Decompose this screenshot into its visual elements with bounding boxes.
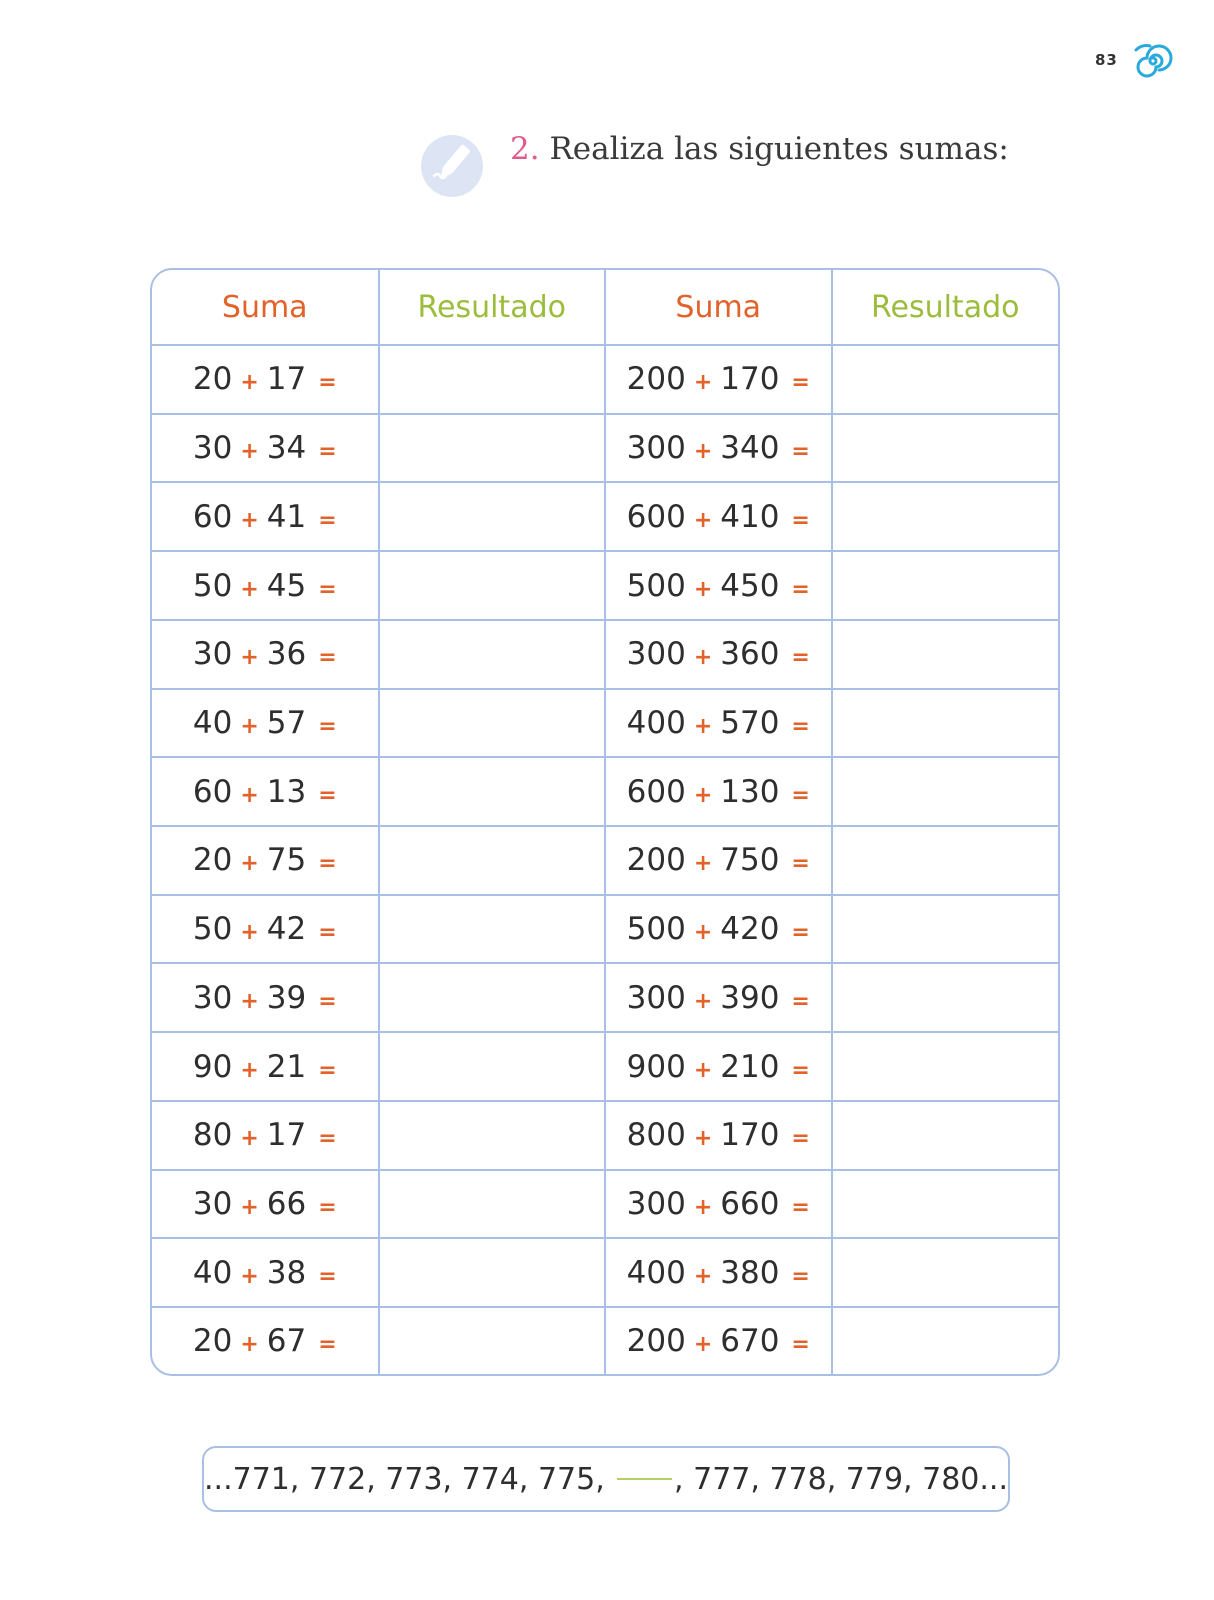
equals-sign: = <box>791 713 810 739</box>
sum-expression <box>627 636 810 672</box>
suma-cell-left <box>152 1101 379 1170</box>
addend-a: 40 <box>192 1254 233 1291</box>
plus-sign: + <box>693 576 713 602</box>
addend-a: 300 <box>626 430 686 467</box>
resultado-cell-right[interactable] <box>832 1101 1059 1170</box>
resultado-cell-left[interactable] <box>379 826 606 895</box>
resultado-cell-left[interactable] <box>379 620 606 689</box>
equals-sign: = <box>318 1194 337 1220</box>
plus-sign: + <box>693 370 713 396</box>
resultado-cell-right[interactable] <box>832 1238 1059 1307</box>
equals-sign: = <box>318 576 337 602</box>
table-row <box>152 345 1058 414</box>
addend-a: 60 <box>192 773 233 810</box>
plus-sign: + <box>693 713 713 739</box>
plus-sign: + <box>693 645 713 671</box>
equals-sign: = <box>791 1332 810 1358</box>
sum-expression <box>193 1323 337 1359</box>
addend-a: 200 <box>626 842 686 879</box>
plus-sign: + <box>240 1194 259 1220</box>
sum-expression <box>193 705 337 741</box>
sum-expression <box>193 774 337 810</box>
suma-cell-right <box>605 826 832 895</box>
suma-cell-right <box>605 482 832 551</box>
addend-b: 170 <box>720 361 780 398</box>
sums-table-container <box>150 268 1060 1376</box>
sum-expression <box>193 842 337 878</box>
suma-cell-left <box>152 1307 379 1374</box>
suma-cell-right <box>605 757 832 826</box>
addend-a: 300 <box>626 979 686 1016</box>
resultado-cell-right[interactable] <box>832 1170 1059 1239</box>
suma-cell-left <box>152 963 379 1032</box>
addend-a: 90 <box>192 1048 233 1085</box>
table-row <box>152 757 1058 826</box>
suma-cell-right <box>605 963 832 1032</box>
equals-sign: = <box>318 1263 337 1289</box>
plus-sign: + <box>240 851 259 877</box>
addend-b: 17 <box>266 1117 307 1154</box>
table-row <box>152 482 1058 551</box>
addend-a: 500 <box>626 911 686 948</box>
header-suma-left: Suma <box>152 270 379 345</box>
sequence-after: , 777, 778, 779, 780... <box>674 1461 1008 1497</box>
equals-sign: = <box>791 988 810 1014</box>
addend-b: 750 <box>720 842 780 879</box>
addend-a: 30 <box>192 430 233 467</box>
addend-a: 600 <box>626 773 686 810</box>
resultado-cell-left[interactable] <box>379 482 606 551</box>
resultado-cell-right[interactable] <box>832 689 1059 758</box>
addend-b: 67 <box>266 1323 307 1360</box>
addend-a: 30 <box>192 636 233 673</box>
addend-b: 420 <box>720 911 780 948</box>
sum-expression <box>627 1117 810 1153</box>
suma-cell-right <box>605 895 832 964</box>
table-row <box>152 620 1058 689</box>
addend-b: 38 <box>266 1254 307 1291</box>
plus-sign: + <box>693 920 713 946</box>
equals-sign: = <box>318 507 337 533</box>
sum-expression <box>193 1255 337 1291</box>
resultado-cell-left[interactable] <box>379 345 606 414</box>
addend-a: 50 <box>192 567 233 604</box>
plus-sign: + <box>240 439 259 465</box>
equals-sign: = <box>318 713 337 739</box>
instruction-text <box>510 131 1009 167</box>
suma-cell-left <box>152 551 379 620</box>
equals-sign: = <box>318 645 337 671</box>
page-header <box>1095 40 1174 80</box>
sum-expression <box>627 980 810 1016</box>
addend-a: 900 <box>626 1048 686 1085</box>
suma-cell-left <box>152 1032 379 1101</box>
sum-expression <box>627 911 810 947</box>
equals-sign: = <box>318 439 337 465</box>
instruction-number: 2. <box>510 131 540 167</box>
equals-sign: = <box>791 1126 810 1152</box>
suma-cell-left <box>152 414 379 483</box>
suma-cell-right <box>605 1101 832 1170</box>
sum-expression <box>627 842 810 878</box>
suma-cell-left <box>152 757 379 826</box>
equals-sign: = <box>318 370 337 396</box>
plus-sign: + <box>240 920 259 946</box>
resultado-cell-right[interactable] <box>832 895 1059 964</box>
sum-expression <box>193 361 337 397</box>
addend-b: 75 <box>266 842 307 879</box>
addend-b: 13 <box>266 773 307 810</box>
addend-b: 380 <box>720 1254 780 1291</box>
addend-a: 300 <box>626 1185 686 1222</box>
plus-sign: + <box>693 1194 713 1220</box>
sum-expression <box>627 361 810 397</box>
plus-sign: + <box>693 1263 713 1289</box>
suma-cell-right <box>605 345 832 414</box>
equals-sign: = <box>791 576 810 602</box>
plus-sign: + <box>693 439 713 465</box>
addend-a: 20 <box>192 361 233 398</box>
equals-sign: = <box>318 1057 337 1083</box>
table-row <box>152 826 1058 895</box>
suma-cell-right <box>605 551 832 620</box>
table-row <box>152 895 1058 964</box>
plus-sign: + <box>240 1057 259 1083</box>
addend-a: 80 <box>192 1117 233 1154</box>
addend-b: 36 <box>266 636 307 673</box>
resultado-cell-left[interactable] <box>379 1101 606 1170</box>
addend-b: 410 <box>720 498 780 535</box>
addend-b: 39 <box>266 979 307 1016</box>
plus-sign: + <box>240 988 259 1014</box>
addend-b: 670 <box>720 1323 780 1360</box>
addend-a: 30 <box>192 1185 233 1222</box>
resultado-cell-left[interactable] <box>379 1170 606 1239</box>
plus-sign: + <box>240 1126 259 1152</box>
plus-sign: + <box>240 1332 259 1358</box>
sum-expression <box>627 568 810 604</box>
resultado-cell-right[interactable] <box>832 414 1059 483</box>
resultado-cell-left[interactable] <box>379 895 606 964</box>
addend-a: 20 <box>192 1323 233 1360</box>
suma-cell-left <box>152 689 379 758</box>
resultado-cell-right[interactable] <box>832 1307 1059 1374</box>
sum-expression <box>627 499 810 535</box>
equals-sign: = <box>791 851 810 877</box>
addend-b: 570 <box>720 704 780 741</box>
resultado-cell-right[interactable] <box>832 551 1059 620</box>
suma-cell-right <box>605 1238 832 1307</box>
suma-cell-right <box>605 1307 832 1374</box>
table-row <box>152 1238 1058 1307</box>
plus-sign: + <box>240 507 259 533</box>
suma-cell-left <box>152 620 379 689</box>
suma-cell-left <box>152 826 379 895</box>
equals-sign: = <box>318 920 337 946</box>
addend-b: 450 <box>720 567 780 604</box>
equals-sign: = <box>318 1126 337 1152</box>
sum-expression <box>193 636 337 672</box>
equals-sign: = <box>791 507 810 533</box>
table-row <box>152 1032 1058 1101</box>
header-resultado-right: Resultado <box>832 270 1059 345</box>
sum-expression <box>627 705 810 741</box>
resultado-cell-left[interactable] <box>379 963 606 1032</box>
table-row <box>152 963 1058 1032</box>
sums-table <box>152 270 1058 1374</box>
equals-sign: = <box>318 782 337 808</box>
plus-sign: + <box>693 507 713 533</box>
addend-b: 21 <box>266 1048 307 1085</box>
addend-b: 41 <box>266 498 307 535</box>
plus-sign: + <box>240 782 259 808</box>
suma-cell-right <box>605 1032 832 1101</box>
equals-sign: = <box>318 851 337 877</box>
addend-b: 66 <box>266 1185 307 1222</box>
addend-a: 30 <box>192 979 233 1016</box>
addend-b: 130 <box>720 773 780 810</box>
sequence-before: ...771, 772, 773, 774, 775, <box>204 1461 605 1497</box>
sum-expression <box>627 774 810 810</box>
table-row <box>152 689 1058 758</box>
plus-sign: + <box>240 576 259 602</box>
table-row <box>152 1101 1058 1170</box>
table-row <box>152 1307 1058 1374</box>
sequence-blank[interactable] <box>617 1478 672 1480</box>
suma-cell-left <box>152 1170 379 1239</box>
addend-a: 500 <box>626 567 686 604</box>
addend-a: 50 <box>192 911 233 948</box>
suma-cell-right <box>605 689 832 758</box>
resultado-cell-right[interactable] <box>832 1032 1059 1101</box>
plus-sign: + <box>693 1126 713 1152</box>
equals-sign: = <box>791 1194 810 1220</box>
addend-b: 45 <box>266 567 307 604</box>
plus-sign: + <box>693 1332 713 1358</box>
resultado-cell-right[interactable] <box>832 963 1059 1032</box>
plus-sign: + <box>240 370 259 396</box>
sum-expression <box>627 1323 810 1359</box>
sum-expression <box>193 1186 337 1222</box>
sum-expression <box>627 430 810 466</box>
addend-a: 40 <box>192 704 233 741</box>
resultado-cell-right[interactable] <box>832 345 1059 414</box>
suma-cell-left <box>152 895 379 964</box>
addend-b: 390 <box>720 979 780 1016</box>
plus-sign: + <box>693 1057 713 1083</box>
plus-sign: + <box>240 713 259 739</box>
addend-b: 57 <box>266 704 307 741</box>
table-header-row <box>152 270 1058 345</box>
sum-expression <box>627 1255 810 1291</box>
header-suma-right: Suma <box>605 270 832 345</box>
suma-cell-left <box>152 482 379 551</box>
instruction-label: Realiza las siguientes sumas: <box>549 131 1009 167</box>
suma-cell-right <box>605 620 832 689</box>
resultado-cell-left[interactable] <box>379 1238 606 1307</box>
equals-sign: = <box>791 370 810 396</box>
resultado-cell-right[interactable] <box>832 826 1059 895</box>
addend-b: 210 <box>720 1048 780 1085</box>
suma-cell-right <box>605 414 832 483</box>
suma-cell-right <box>605 1170 832 1239</box>
header-resultado-left: Resultado <box>379 270 606 345</box>
resultado-cell-right[interactable] <box>832 620 1059 689</box>
number-sequence <box>202 1446 1010 1512</box>
equals-sign: = <box>791 920 810 946</box>
sum-expression <box>193 1049 337 1085</box>
suma-cell-left <box>152 1238 379 1307</box>
table-row <box>152 551 1058 620</box>
equals-sign: = <box>318 988 337 1014</box>
addend-a: 300 <box>626 636 686 673</box>
table-row <box>152 1170 1058 1239</box>
equals-sign: = <box>791 782 810 808</box>
sum-expression <box>627 1049 810 1085</box>
equals-sign: = <box>791 439 810 465</box>
sum-expression <box>627 1186 810 1222</box>
plus-sign: + <box>240 1263 259 1289</box>
pencil-icon <box>420 132 484 198</box>
addend-a: 800 <box>626 1117 686 1154</box>
resultado-cell-left[interactable] <box>379 551 606 620</box>
addend-b: 360 <box>720 636 780 673</box>
addend-a: 60 <box>192 498 233 535</box>
resultado-cell-left[interactable] <box>379 689 606 758</box>
addend-a: 20 <box>192 842 233 879</box>
addend-a: 200 <box>626 1323 686 1360</box>
addend-b: 17 <box>266 361 307 398</box>
table-row <box>152 414 1058 483</box>
table-body <box>152 345 1058 1374</box>
plus-sign: + <box>693 988 713 1014</box>
sum-expression <box>193 499 337 535</box>
resultado-cell-left[interactable] <box>379 1032 606 1101</box>
sum-expression <box>193 1117 337 1153</box>
addend-b: 170 <box>720 1117 780 1154</box>
plus-sign: + <box>693 782 713 808</box>
sum-expression <box>193 568 337 604</box>
sum-expression <box>193 430 337 466</box>
equals-sign: = <box>791 1057 810 1083</box>
plus-sign: + <box>693 851 713 877</box>
resultado-cell-left[interactable] <box>379 414 606 483</box>
addend-a: 600 <box>626 498 686 535</box>
addend-b: 34 <box>266 430 307 467</box>
sum-expression <box>193 911 337 947</box>
equals-sign: = <box>791 1263 810 1289</box>
spiral-icon <box>1132 40 1174 80</box>
addend-a: 400 <box>626 704 686 741</box>
addend-a: 400 <box>626 1254 686 1291</box>
equals-sign: = <box>791 645 810 671</box>
addend-b: 340 <box>720 430 780 467</box>
resultado-cell-right[interactable] <box>832 757 1059 826</box>
suma-cell-left <box>152 345 379 414</box>
addend-b: 42 <box>266 911 307 948</box>
resultado-cell-left[interactable] <box>379 757 606 826</box>
addend-b: 660 <box>720 1185 780 1222</box>
page-number: 83 <box>1095 51 1118 69</box>
plus-sign: + <box>240 645 259 671</box>
resultado-cell-left[interactable] <box>379 1307 606 1374</box>
sum-expression <box>193 980 337 1016</box>
resultado-cell-right[interactable] <box>832 482 1059 551</box>
equals-sign: = <box>318 1332 337 1358</box>
instruction <box>420 118 1009 198</box>
addend-a: 200 <box>626 361 686 398</box>
